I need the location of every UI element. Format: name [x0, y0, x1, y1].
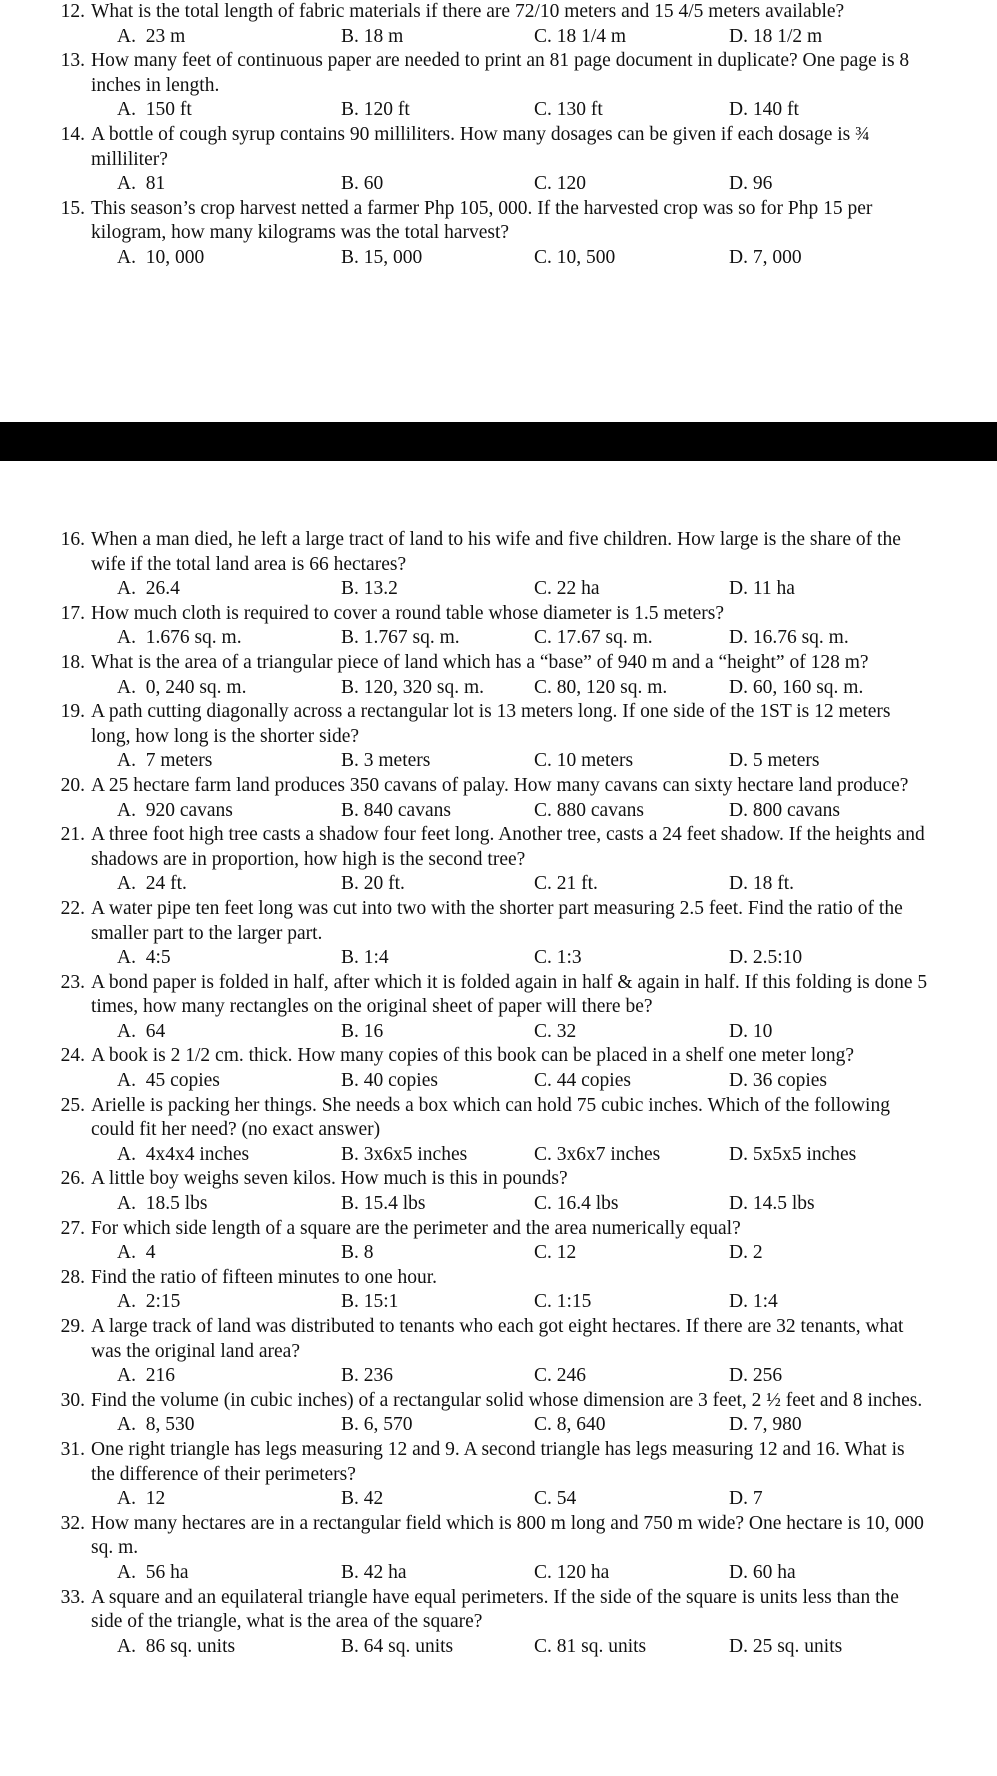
question-item	[0, 49, 997, 123]
question-number: 16.	[60, 529, 85, 550]
option-b: B. 840 cavans	[341, 799, 451, 821]
option-d: D. 800 cavans	[729, 799, 841, 821]
option-b: B. 120, 320 sq. m.	[341, 676, 485, 698]
question-item	[0, 1512, 997, 1586]
question-number: 28.	[60, 1266, 85, 1288]
option-c: C. 120 ha	[534, 1561, 610, 1583]
option-a: A. 4:5	[117, 947, 171, 969]
question-number: 30.	[60, 1389, 85, 1411]
option-d: D. 140 ft	[729, 99, 799, 121]
option-c: C. 32	[534, 1020, 577, 1042]
question-number: 23.	[60, 971, 85, 993]
question-stem	[0, 528, 997, 577]
option-c: C. 44 copies	[534, 1070, 631, 1092]
question-item	[0, 1586, 997, 1660]
question-number: 22.	[60, 897, 85, 919]
question-stem	[0, 602, 997, 627]
question-number: 15.	[60, 197, 85, 219]
option-a: A. 1.676 sq. m.	[117, 627, 242, 649]
option-d: D. 1:4	[729, 1291, 778, 1313]
option-c: C. 120	[534, 173, 587, 195]
question-stem	[0, 1389, 997, 1414]
option-c: C. 3x6x7 inches	[534, 1143, 661, 1165]
option-b: B. 20 ft.	[341, 873, 405, 895]
question-item	[0, 1167, 997, 1216]
answer-options	[0, 1561, 997, 1586]
question-block-top	[0, 0, 997, 271]
option-a: A. 7 meters	[117, 750, 213, 772]
option-b: B. 3 meters	[341, 750, 431, 772]
option-d: D. 96	[729, 173, 773, 195]
question-stem	[0, 1315, 997, 1364]
answer-options	[0, 1364, 997, 1389]
option-d: D. 60 ha	[729, 1561, 796, 1583]
option-c: C. 1:15	[534, 1291, 592, 1313]
option-b: B. 1.767 sq. m.	[341, 627, 460, 649]
answer-options	[0, 1020, 997, 1045]
option-c: C. 12	[534, 1242, 577, 1264]
option-a: A. 8, 530	[117, 1414, 195, 1436]
answer-options	[0, 1069, 997, 1094]
question-number: 20.	[60, 774, 85, 796]
answer-options	[0, 172, 997, 197]
answer-options	[0, 749, 997, 774]
question-stem	[0, 700, 997, 749]
question-item	[0, 1389, 997, 1438]
option-b: B. 18 m	[341, 25, 404, 47]
question-number: 32.	[60, 1512, 85, 1534]
option-a: A. 10, 000	[117, 246, 205, 268]
question-item	[0, 197, 997, 271]
question-number: 13.	[60, 50, 85, 72]
answer-options	[0, 799, 997, 824]
question-text: When a man died, he left a large tract of land to his wife and five children. How large is the share of the wife if the total land area is 66 hectares?	[91, 529, 901, 575]
answer-options	[0, 1635, 997, 1660]
question-text: A three foot high tree casts a shadow four feet long. Another tree, casts a 24 feet shadow. If the heights and shadows are in proportion, how high is the second tree?	[91, 824, 925, 870]
option-a: A. 4	[117, 1242, 156, 1264]
question-item	[0, 1094, 997, 1168]
question-text: A bottle of cough syrup contains 90 milliliters. How many dosages can be given if each dosage is ¾ milliliter?	[91, 123, 870, 170]
question-stem	[0, 1167, 997, 1192]
option-d: D. 36 copies	[729, 1070, 828, 1092]
question-text: How many feet of continuous paper are needed to print an 81 page document in duplicate? One page is 8 inches in length.	[91, 50, 910, 96]
question-stem	[0, 197, 997, 246]
question-number: 19.	[60, 701, 85, 723]
option-d: D. 256	[729, 1365, 783, 1387]
option-d: D. 25 sq. units	[729, 1635, 843, 1657]
option-b: B. 42 ha	[341, 1561, 407, 1583]
question-item	[0, 651, 997, 700]
option-d: D. 11 ha	[729, 578, 795, 600]
question-stem	[0, 1044, 997, 1069]
question-stem	[0, 971, 997, 1020]
option-b: B. 3x6x5 inches	[341, 1143, 468, 1165]
question-text: A little boy weighs seven kilos. How much is this in pounds?	[91, 1168, 568, 1190]
option-b: B. 42	[341, 1488, 384, 1510]
option-b: B. 15:1	[341, 1291, 399, 1313]
question-item	[0, 528, 997, 602]
option-c: C. 16.4 lbs	[534, 1193, 619, 1215]
question-text: How much cloth is required to cover a round table whose diameter is 1.5 meters?	[91, 602, 725, 624]
option-a: A. 23 m	[117, 25, 186, 47]
answer-options	[0, 577, 997, 602]
option-a: A. 150 ft	[117, 99, 192, 121]
question-number: 17.	[60, 602, 85, 624]
question-number: 18.	[60, 651, 85, 673]
option-d: D. 2	[729, 1242, 763, 1264]
question-number: 14.	[60, 123, 85, 145]
option-d: D. 16.76 sq. m.	[729, 627, 849, 649]
question-stem	[0, 1586, 997, 1635]
question-stem	[0, 1438, 997, 1487]
option-c: C. 10, 500	[534, 246, 616, 268]
question-text: Arielle is packing her things. She needs a box which can hold 75 cubic inches. Which of the following could fit her need? (no exact answer)	[91, 1094, 890, 1141]
option-b: B. 13.2	[341, 578, 398, 600]
option-a: A. 24 ft.	[117, 873, 187, 895]
option-d: D. 10	[729, 1020, 773, 1042]
option-a: A. 4x4x4 inches	[117, 1143, 250, 1165]
option-d: D. 5 meters	[729, 750, 820, 772]
option-c: C. 246	[534, 1365, 587, 1387]
question-text: What is the total length of fabric materials if there are 72/10 meters and 15 4/5 meters available?	[91, 1, 845, 22]
option-d: D. 14.5 lbs	[729, 1193, 815, 1215]
question-stem	[0, 1094, 997, 1143]
question-item	[0, 1217, 997, 1266]
option-a: A. 216	[117, 1365, 175, 1387]
option-b: B. 64 sq. units	[341, 1635, 454, 1657]
question-text: For which side length of a square are the perimeter and the area numerically equal?	[91, 1217, 741, 1239]
answer-options	[0, 246, 997, 271]
question-item	[0, 1266, 997, 1315]
question-stem	[0, 0, 997, 25]
question-text: Find the volume (in cubic inches) of a rectangular solid whose dimension are 3 feet, 2 ½ feet and 8 inches.	[91, 1389, 923, 1411]
option-d: D. 5x5x5 inches	[729, 1143, 857, 1165]
question-text: What is the area of a triangular piece of land which has a “base” of 940 m and a “height” of 128 m?	[91, 651, 869, 673]
option-b: B. 16	[341, 1020, 384, 1042]
option-c: C. 17.67 sq. m.	[534, 627, 653, 649]
question-number: 21.	[60, 824, 85, 846]
question-text: One right triangle has legs measuring 12 and 9. A second triangle has legs measuring 12 and 16. What is the difference of their perimeters?	[91, 1438, 905, 1485]
answer-options	[0, 872, 997, 897]
option-a: A. 86 sq. units	[117, 1635, 236, 1657]
question-text: This season’s crop harvest netted a farmer Php 105, 000. If the harvested crop was so for Php 15 per kilogram, how many kilograms was the total harvest?	[91, 197, 873, 244]
question-number: 12.	[60, 1, 85, 22]
question-item	[0, 971, 997, 1045]
question-item	[0, 897, 997, 971]
answer-options	[0, 626, 997, 651]
question-block-bottom	[0, 528, 997, 1659]
answer-options	[0, 1413, 997, 1438]
question-item	[0, 823, 997, 897]
answer-options	[0, 1290, 997, 1315]
question-text: How many hectares are in a rectangular field which is 800 m long and 750 m wide? One hectare is 10, 000 sq. m.	[91, 1512, 924, 1559]
answer-options	[0, 25, 997, 50]
option-b: B. 120 ft	[341, 99, 410, 121]
redaction-bar	[0, 422, 997, 461]
question-number: 33.	[60, 1586, 85, 1608]
option-d: D. 2.5:10	[729, 947, 803, 969]
option-c: C. 10 meters	[534, 750, 634, 772]
question-stem	[0, 1266, 997, 1291]
answer-options	[0, 1487, 997, 1512]
option-c: C. 21 ft.	[534, 873, 598, 895]
option-c: C. 1:3	[534, 947, 582, 969]
option-b: B. 15, 000	[341, 246, 423, 268]
option-d: D. 7	[729, 1488, 763, 1510]
question-text: A water pipe ten feet long was cut into two with the shorter part measuring 2.5 feet. Find the ratio of the smaller part to the larger part.	[91, 897, 903, 944]
option-c: C. 22 ha	[534, 578, 600, 600]
option-b: B. 8	[341, 1242, 374, 1264]
option-d: D. 18 1/2 m	[729, 25, 823, 47]
option-c: C. 8, 640	[534, 1414, 606, 1436]
option-c: C. 880 cavans	[534, 799, 644, 821]
option-c: C. 130 ft	[534, 99, 603, 121]
question-stem	[0, 123, 997, 172]
question-item	[0, 1438, 997, 1512]
answer-options	[0, 98, 997, 123]
question-stem	[0, 1512, 997, 1561]
question-item	[0, 123, 997, 197]
question-item	[0, 602, 997, 651]
question-text: Find the ratio of fifteen minutes to one hour.	[91, 1266, 438, 1288]
option-c: C. 81 sq. units	[534, 1635, 647, 1657]
answer-options	[0, 676, 997, 701]
option-d: D. 18 ft.	[729, 873, 794, 895]
option-c: C. 54	[534, 1488, 577, 1510]
question-number: 24.	[60, 1045, 85, 1067]
option-d: D. 7, 980	[729, 1414, 802, 1436]
question-text: A square and an equilateral triangle have equal perimeters. If the side of the square is units less than the side of the triangle, what is the area of the square?	[91, 1586, 899, 1633]
option-a: A. 56 ha	[117, 1561, 189, 1583]
option-a: A. 81	[117, 173, 166, 195]
option-a: A. 64	[117, 1020, 166, 1042]
option-c: C. 80, 120 sq. m.	[534, 676, 668, 698]
question-number: 29.	[60, 1316, 85, 1337]
question-item	[0, 1315, 997, 1389]
option-a: A. 26.4	[117, 578, 180, 600]
question-item	[0, 1044, 997, 1093]
option-d: D. 7, 000	[729, 246, 802, 268]
question-stem	[0, 49, 997, 98]
question-text: A path cutting diagonally across a rectangular lot is 13 meters long. If one side of the 1ST is 12 meters long, how long is the shorter side?	[91, 701, 891, 747]
question-number: 25.	[60, 1094, 85, 1116]
option-a: A. 18.5 lbs	[117, 1193, 208, 1215]
option-b: B. 40 copies	[341, 1070, 438, 1092]
question-number: 27.	[60, 1217, 85, 1239]
option-a: A. 920 cavans	[117, 799, 233, 821]
option-b: B. 60	[341, 173, 384, 195]
question-item	[0, 774, 997, 823]
question-stem	[0, 897, 997, 946]
question-item	[0, 700, 997, 774]
option-a: A. 45 copies	[117, 1070, 220, 1092]
option-b: B. 15.4 lbs	[341, 1193, 426, 1215]
answer-options	[0, 1241, 997, 1266]
option-d: D. 60, 160 sq. m.	[729, 676, 864, 698]
option-c: C. 18 1/4 m	[534, 25, 627, 47]
question-stem	[0, 823, 997, 872]
question-item	[0, 0, 997, 49]
question-text: A bond paper is folded in half, after which it is folded again in half & again in half. If this folding is done 5 times, how many rectangles on the original sheet of paper will there be?	[91, 971, 928, 1018]
answer-options	[0, 1143, 997, 1168]
question-number: 26.	[60, 1168, 85, 1190]
option-b: B. 1:4	[341, 947, 389, 969]
answer-options	[0, 946, 997, 971]
question-text: A 25 hectare farm land produces 350 cavans of palay. How many cavans can sixty hectare land produce?	[91, 774, 909, 796]
option-b: B. 6, 570	[341, 1414, 413, 1436]
question-text: A large track of land was distributed to tenants who each got eight hectares. If there are 32 tenants, what was the original land area?	[91, 1316, 904, 1362]
option-a: A. 12	[117, 1488, 166, 1510]
question-stem	[0, 1217, 997, 1242]
question-text: A book is 2 1/2 cm. thick. How many copies of this book can be placed in a shelf one meter long?	[91, 1045, 855, 1067]
question-stem	[0, 774, 997, 799]
option-a: A. 2:15	[117, 1291, 181, 1313]
answer-options	[0, 1192, 997, 1217]
question-number: 31.	[60, 1438, 85, 1460]
option-b: B. 236	[341, 1365, 394, 1387]
option-a: A. 0, 240 sq. m.	[117, 676, 247, 698]
question-stem	[0, 651, 997, 676]
